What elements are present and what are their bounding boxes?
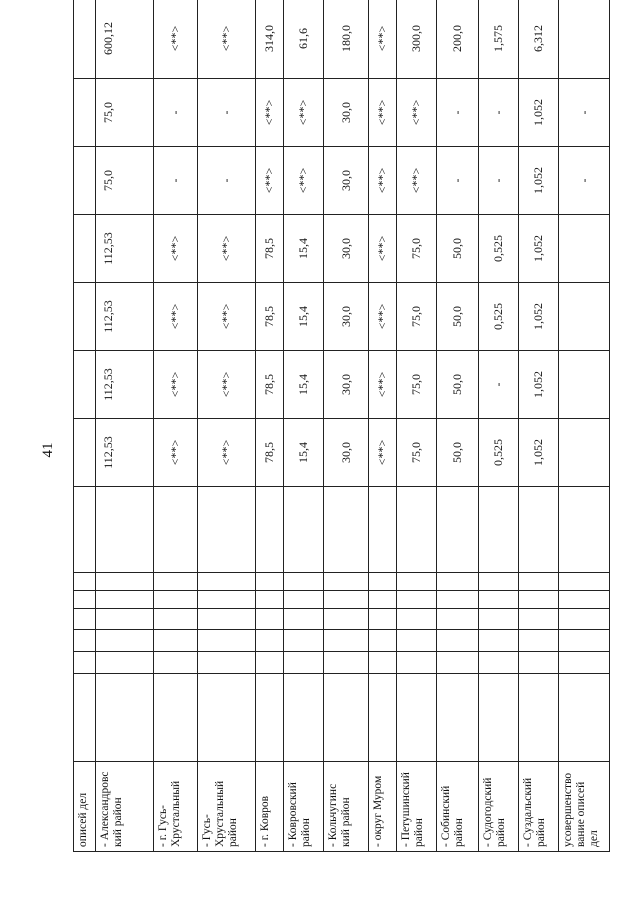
value-cell: <**> [369, 147, 397, 215]
empty-cell [559, 591, 610, 609]
value-cell: 61,6 [284, 0, 324, 79]
empty-cell [437, 652, 479, 674]
value-cell: 6,312 [519, 0, 559, 79]
empty-cell [519, 591, 559, 609]
value-cell: 75,0 [397, 419, 437, 487]
value-cell: <**> [284, 79, 324, 147]
value-cell: <**> [198, 419, 256, 487]
empty-cell [96, 591, 154, 609]
value-cell: - [437, 147, 479, 215]
value-cell [559, 0, 610, 79]
value-cell: - [479, 79, 519, 147]
value-cell: 30,0 [324, 79, 369, 147]
row-name: - г. Гусь-Хрустальный [154, 762, 198, 852]
empty-cell [284, 674, 324, 762]
value-cell: 1,052 [519, 419, 559, 487]
rotated-table-frame [73, 19, 609, 852]
value-cell: <**> [369, 0, 397, 79]
empty-cell [369, 630, 397, 652]
value-cell: - [479, 351, 519, 419]
value-cell: 15,4 [284, 283, 324, 351]
table-row [437, 0, 479, 852]
empty-cell [74, 674, 96, 762]
value-cell: 0,525 [479, 283, 519, 351]
empty-cell [256, 674, 284, 762]
value-cell: <**> [154, 283, 198, 351]
row-name: - Гусь-Хрустальный район [198, 762, 256, 852]
empty-cell [256, 591, 284, 609]
empty-cell [479, 652, 519, 674]
empty-cell [284, 573, 324, 591]
table-row [519, 0, 559, 852]
empty-cell [397, 609, 437, 630]
empty-cell [397, 591, 437, 609]
empty-cell [198, 573, 256, 591]
empty-cell [479, 630, 519, 652]
row-name: описей дел [74, 762, 96, 852]
empty-cell [256, 487, 284, 573]
empty-cell [479, 591, 519, 609]
empty-cell [369, 652, 397, 674]
empty-cell [256, 573, 284, 591]
empty-cell [74, 487, 96, 573]
value-cell: 75,0 [96, 147, 154, 215]
empty-cell [96, 652, 154, 674]
value-cell [74, 419, 96, 487]
empty-cell [559, 609, 610, 630]
value-cell: 30,0 [324, 147, 369, 215]
empty-cell [198, 652, 256, 674]
value-cell: - [198, 79, 256, 147]
value-cell: 0,525 [479, 215, 519, 283]
value-cell: 1,575 [479, 0, 519, 79]
empty-cell [96, 487, 154, 573]
empty-cell [198, 487, 256, 573]
value-cell: 30,0 [324, 419, 369, 487]
value-cell: 1,052 [519, 215, 559, 283]
value-cell: <**> [369, 79, 397, 147]
empty-cell [397, 674, 437, 762]
row-name: усовершенство вание описей дел [559, 762, 610, 852]
table-row [154, 0, 198, 852]
row-name: - Александровс кий район [96, 762, 154, 852]
row-name: - Кольчугинс кий район [324, 762, 369, 852]
value-cell [74, 351, 96, 419]
value-cell: - [154, 79, 198, 147]
table-row [324, 0, 369, 852]
value-cell: 50,0 [437, 419, 479, 487]
row-name: - Ковровский район [284, 762, 324, 852]
row-name: - Собинский район [437, 762, 479, 852]
empty-cell [559, 652, 610, 674]
value-cell: 50,0 [437, 351, 479, 419]
value-cell [74, 283, 96, 351]
empty-cell [284, 591, 324, 609]
empty-cell [324, 652, 369, 674]
empty-cell [96, 630, 154, 652]
empty-cell [96, 609, 154, 630]
empty-cell [154, 674, 198, 762]
empty-cell [437, 674, 479, 762]
value-cell [559, 215, 610, 283]
value-cell: <**> [198, 351, 256, 419]
value-cell: <**> [154, 0, 198, 79]
table-row [96, 0, 154, 852]
value-cell: 78,5 [256, 215, 284, 283]
empty-cell [369, 674, 397, 762]
empty-cell [479, 609, 519, 630]
value-cell: 112,53 [96, 215, 154, 283]
value-cell: 78,5 [256, 283, 284, 351]
empty-cell [437, 487, 479, 573]
empty-cell [437, 630, 479, 652]
row-name: - Судогодский район [479, 762, 519, 852]
table-container [73, 19, 609, 852]
value-cell: <**> [369, 215, 397, 283]
value-cell: <**> [397, 79, 437, 147]
empty-cell [96, 674, 154, 762]
empty-cell [559, 630, 610, 652]
empty-cell [559, 674, 610, 762]
value-cell: 600,12 [96, 0, 154, 79]
value-cell: <**> [256, 79, 284, 147]
budget-table [73, 0, 610, 852]
value-cell: 1,052 [519, 283, 559, 351]
value-cell: 314,0 [256, 0, 284, 79]
value-cell [74, 215, 96, 283]
empty-cell [74, 630, 96, 652]
empty-cell [198, 609, 256, 630]
empty-cell [324, 487, 369, 573]
empty-cell [74, 591, 96, 609]
value-cell: 300,0 [397, 0, 437, 79]
value-cell: - [154, 147, 198, 215]
value-cell: 50,0 [437, 215, 479, 283]
value-cell [559, 351, 610, 419]
table-row [479, 0, 519, 852]
value-cell: <**> [284, 147, 324, 215]
empty-cell [479, 674, 519, 762]
row-name: - Суздальский район [519, 762, 559, 852]
empty-cell [369, 573, 397, 591]
value-cell: 30,0 [324, 283, 369, 351]
value-cell: <**> [154, 351, 198, 419]
value-cell: 112,53 [96, 351, 154, 419]
empty-cell [437, 591, 479, 609]
value-cell [74, 147, 96, 215]
table-row [198, 0, 256, 852]
value-cell: 1,052 [519, 147, 559, 215]
empty-cell [154, 487, 198, 573]
value-cell: 15,4 [284, 351, 324, 419]
empty-cell [519, 630, 559, 652]
empty-cell [519, 652, 559, 674]
table-row [559, 0, 610, 852]
empty-cell [369, 591, 397, 609]
empty-cell [198, 674, 256, 762]
empty-cell [284, 652, 324, 674]
value-cell [74, 79, 96, 147]
value-cell: 1,052 [519, 351, 559, 419]
table-row [74, 0, 96, 852]
value-cell: 112,53 [96, 283, 154, 351]
value-cell: 112,53 [96, 419, 154, 487]
value-cell: - [198, 147, 256, 215]
empty-cell [74, 652, 96, 674]
row-name: - г. Ковров [256, 762, 284, 852]
value-cell: <**> [198, 283, 256, 351]
empty-cell [324, 674, 369, 762]
row-name: - округ Муром [369, 762, 397, 852]
empty-cell [324, 609, 369, 630]
value-cell: 180,0 [324, 0, 369, 79]
empty-cell [154, 591, 198, 609]
empty-cell [284, 487, 324, 573]
empty-cell [519, 609, 559, 630]
empty-cell [437, 573, 479, 591]
value-cell: - [559, 147, 610, 215]
empty-cell [154, 573, 198, 591]
value-cell: 30,0 [324, 351, 369, 419]
table-row [397, 0, 437, 852]
empty-cell [256, 609, 284, 630]
table-row [284, 0, 324, 852]
value-cell: 50,0 [437, 283, 479, 351]
empty-cell [397, 487, 437, 573]
empty-cell [284, 630, 324, 652]
value-cell: 200,0 [437, 0, 479, 79]
empty-cell [369, 487, 397, 573]
value-cell: - [479, 147, 519, 215]
value-cell: 78,5 [256, 419, 284, 487]
value-cell [74, 0, 96, 79]
empty-cell [256, 630, 284, 652]
empty-cell [324, 630, 369, 652]
value-cell: 75,0 [96, 79, 154, 147]
value-cell: 75,0 [397, 215, 437, 283]
value-cell [559, 419, 610, 487]
value-cell: 0,525 [479, 419, 519, 487]
value-cell: 75,0 [397, 351, 437, 419]
value-cell: 15,4 [284, 419, 324, 487]
empty-cell [74, 573, 96, 591]
value-cell: <**> [154, 419, 198, 487]
empty-cell [74, 609, 96, 630]
empty-cell [324, 591, 369, 609]
value-cell: <**> [154, 215, 198, 283]
empty-cell [324, 573, 369, 591]
empty-cell [96, 573, 154, 591]
empty-cell [519, 487, 559, 573]
value-cell: - [559, 79, 610, 147]
value-cell: <**> [369, 283, 397, 351]
empty-cell [198, 591, 256, 609]
empty-cell [154, 630, 198, 652]
row-name: - Петушинский район [397, 762, 437, 852]
empty-cell [397, 573, 437, 591]
value-cell: 15,4 [284, 215, 324, 283]
value-cell: 75,0 [397, 283, 437, 351]
empty-cell [154, 609, 198, 630]
empty-cell [559, 573, 610, 591]
empty-cell [397, 630, 437, 652]
value-cell: - [437, 79, 479, 147]
empty-cell [479, 487, 519, 573]
value-cell: 1,052 [519, 79, 559, 147]
empty-cell [154, 652, 198, 674]
empty-cell [198, 630, 256, 652]
value-cell [559, 283, 610, 351]
value-cell: 78,5 [256, 351, 284, 419]
value-cell: 30,0 [324, 215, 369, 283]
value-cell: <**> [198, 0, 256, 79]
value-cell: <**> [256, 147, 284, 215]
value-cell: <**> [198, 215, 256, 283]
empty-cell [256, 652, 284, 674]
empty-cell [369, 609, 397, 630]
empty-cell [559, 487, 610, 573]
value-cell: <**> [369, 419, 397, 487]
empty-cell [397, 652, 437, 674]
value-cell: <**> [369, 351, 397, 419]
page-number: 41 [40, 442, 56, 458]
empty-cell [479, 573, 519, 591]
empty-cell [284, 609, 324, 630]
empty-cell [519, 573, 559, 591]
table-row [256, 0, 284, 852]
value-cell: <**> [397, 147, 437, 215]
empty-cell [437, 609, 479, 630]
table-row [369, 0, 397, 852]
empty-cell [519, 674, 559, 762]
